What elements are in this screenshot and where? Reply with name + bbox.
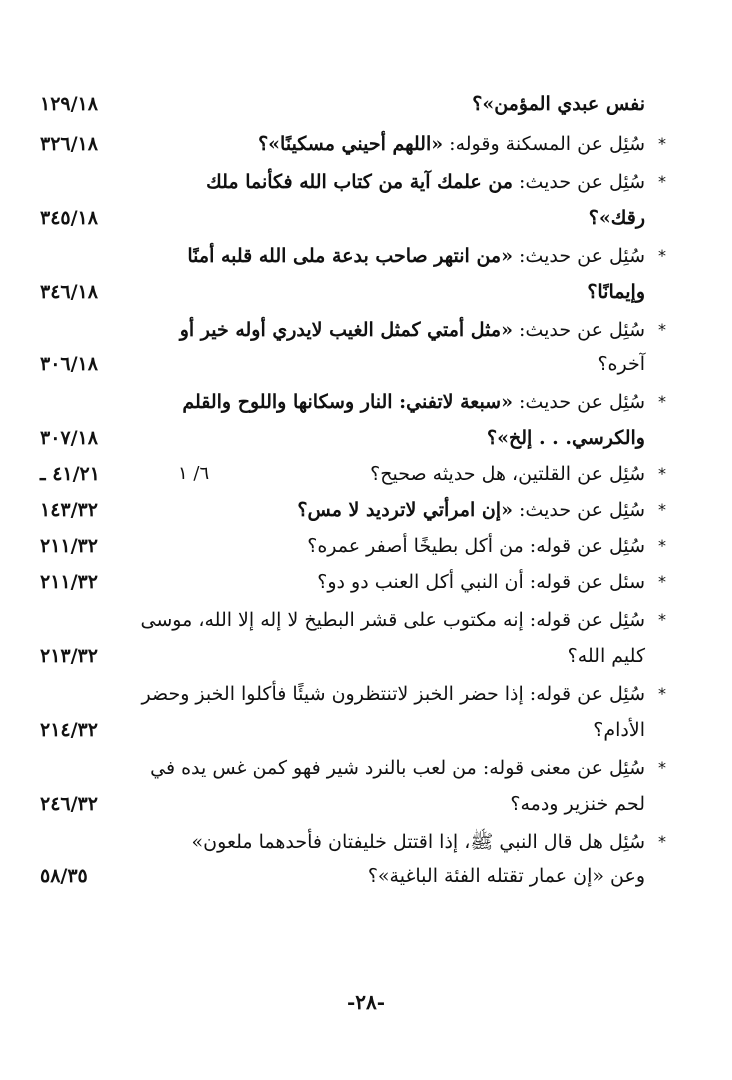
bullet-star: * xyxy=(658,464,666,483)
index-line xyxy=(40,528,672,564)
bullet-star: * xyxy=(658,684,666,703)
entry-text: رقك»؟ xyxy=(588,207,645,229)
volume-page-ref: ٥٨/٣٥ xyxy=(40,865,88,887)
index-line xyxy=(40,86,672,122)
volume-page-ref: ١٢٩/١٨ xyxy=(40,93,98,115)
index-line xyxy=(40,786,672,822)
bullet-star: * xyxy=(658,572,666,591)
extra-ref: ٦/ ١ xyxy=(178,463,210,484)
entry-text: سُئِل عن حديث: «مثل أمتي كمثل الغيب لايدري أوله خير أو xyxy=(179,319,645,341)
entry-text: سُئِل عن قوله: من أكل بطيخًا أصفر عمره؟ xyxy=(307,535,645,557)
index-line xyxy=(40,564,672,600)
index-line xyxy=(40,238,672,274)
entry-text: لحم خنزير ودمه؟ xyxy=(510,793,645,815)
bullet-star: * xyxy=(658,134,666,153)
index-line xyxy=(40,384,672,420)
entry-text: وعن «إن عمار تقتله الفئة الباغية»؟ xyxy=(367,865,645,887)
entry-text: نفس عبدي المؤمن»؟ xyxy=(472,93,645,115)
page-number: -٢٨- xyxy=(346,990,386,1014)
entry-text: سُئِل عن قوله: إذا حضر الخبز لاتنتظرون شيئًا فأكلوا الخبز وحضر xyxy=(141,683,645,705)
volume-page-ref: ٣٤٥/١٨ xyxy=(40,207,98,229)
volume-page-ref: ٢١١/٣٢ xyxy=(40,571,98,593)
volume-page-ref: ٣٤٦/١٨ xyxy=(40,281,98,303)
bullet-star: * xyxy=(658,500,666,519)
volume-page-ref: ٢١٤/٣٢ xyxy=(40,719,98,741)
index-line xyxy=(40,200,672,236)
volume-page-ref: ٣٠٦/١٨ xyxy=(40,353,98,375)
bullet-star: * xyxy=(658,172,666,191)
entry-text: آخره؟ xyxy=(597,353,645,375)
volume-page-ref: ٣٠٧/١٨ xyxy=(40,427,98,449)
bullet-star: * xyxy=(658,320,666,339)
volume-page-ref: ٤١/٢١ ـ xyxy=(40,463,100,485)
index-line xyxy=(40,274,672,310)
entry-text: سئل عن قوله: أن النبي أكل العنب دو دو؟ xyxy=(317,571,645,593)
index-line xyxy=(40,164,672,200)
entry-text: وإيمانًا؟ xyxy=(587,281,645,303)
index-line xyxy=(40,712,672,748)
entry-text: كليم الله؟ xyxy=(567,645,645,667)
entry-text: سُئِل عن القلتين، هل حديثه صحيح؟ xyxy=(370,463,645,485)
entry-text: سُئِل عن قوله: إنه مكتوب على قشر البطيخ لا إله إلا الله، موسى xyxy=(140,609,645,631)
bullet-star: * xyxy=(658,246,666,265)
index-line xyxy=(40,638,672,674)
entry-text: سُئِل هل قال النبي ﷺ، إذا اقتتل خليفتان فأحدهما ملعون» xyxy=(191,831,645,853)
entry-text: سُئِل عن المسكنة وقوله: «اللهم أحيني مسكينًا»؟ xyxy=(258,133,645,155)
index-line xyxy=(40,312,672,348)
volume-page-ref: ١٤٣/٣٢ xyxy=(40,499,98,521)
index-line xyxy=(40,858,672,894)
volume-page-ref: ٢٤٦/٣٢ xyxy=(40,793,98,815)
index-line xyxy=(40,420,672,456)
bullet-star: * xyxy=(658,392,666,411)
index-line xyxy=(40,346,672,382)
volume-page-ref: ٢١٣/٣٢ xyxy=(40,645,98,667)
entry-text: سُئِل عن حديث: من علمك آية من كتاب الله فكأنما ملك xyxy=(206,171,645,193)
entry-text: الأدام؟ xyxy=(593,719,645,741)
bullet-star: * xyxy=(658,610,666,629)
index-line xyxy=(40,750,672,786)
entry-text: سُئِل عن حديث: «من انتهر صاحب بدعة ملى الله قلبه أمنًا xyxy=(187,245,645,267)
entry-text: سُئِل عن حديث: «سبعة لاتفني: النار وسكانها واللوح والقلم xyxy=(182,391,645,413)
index-line xyxy=(40,824,672,860)
volume-page-ref: ٣٢٦/١٨ xyxy=(40,133,98,155)
bullet-star: * xyxy=(658,758,666,777)
entry-text: والكرسي. . . إلخ»؟ xyxy=(487,427,645,449)
bullet-star: * xyxy=(658,832,666,851)
bullet-star: * xyxy=(658,536,666,555)
index-line xyxy=(40,456,672,492)
volume-page-ref: ٢١١/٣٢ xyxy=(40,535,98,557)
index-line xyxy=(40,492,672,528)
entry-text: سُئِل عن معنى قوله: من لعب بالنرد شير فهو كمن غس يده في xyxy=(150,757,645,779)
index-line xyxy=(40,602,672,638)
index-line xyxy=(40,126,672,162)
entry-text: سُئِل عن حديث: «إن امرأتي لاترديد لا مس؟ xyxy=(297,499,645,521)
index-line xyxy=(40,676,672,712)
